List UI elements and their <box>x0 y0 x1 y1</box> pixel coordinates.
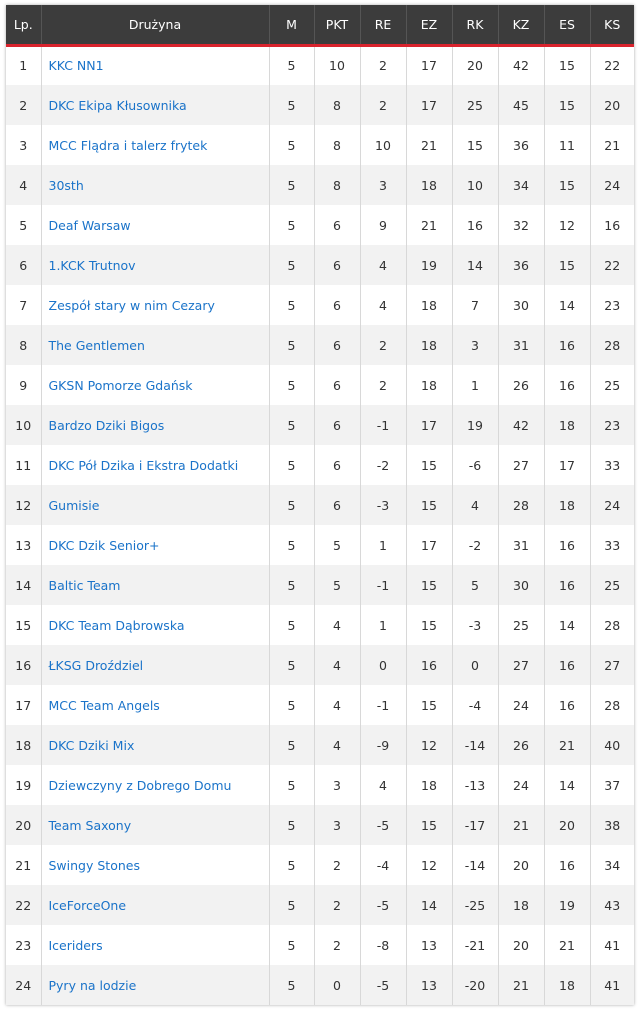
ks-cell: 38 <box>590 805 634 845</box>
points-cell: 6 <box>314 245 360 285</box>
rk-cell: -6 <box>452 445 498 485</box>
rk-cell: -2 <box>452 525 498 565</box>
kz-cell: 30 <box>498 285 544 325</box>
kz-cell: 42 <box>498 45 544 85</box>
es-cell: 11 <box>544 125 590 165</box>
team-link[interactable]: Baltic Team <box>41 565 269 605</box>
kz-cell: 21 <box>498 965 544 1005</box>
matches-cell: 5 <box>269 965 314 1005</box>
matches-cell: 5 <box>269 85 314 125</box>
ks-cell: 28 <box>590 605 634 645</box>
kz-cell: 28 <box>498 485 544 525</box>
es-cell: 14 <box>544 605 590 645</box>
header-ez: EZ <box>406 5 452 45</box>
kz-cell: 31 <box>498 325 544 365</box>
position-cell: 10 <box>6 405 41 445</box>
ez-cell: 15 <box>406 685 452 725</box>
points-cell: 6 <box>314 365 360 405</box>
points-cell: 6 <box>314 445 360 485</box>
re-cell: 4 <box>360 765 406 805</box>
ks-cell: 23 <box>590 285 634 325</box>
points-cell: 2 <box>314 925 360 965</box>
header-es: ES <box>544 5 590 45</box>
kz-cell: 26 <box>498 365 544 405</box>
ez-cell: 15 <box>406 485 452 525</box>
ks-cell: 20 <box>590 85 634 125</box>
points-cell: 4 <box>314 645 360 685</box>
header-row <box>6 5 634 45</box>
ks-cell: 37 <box>590 765 634 805</box>
matches-cell: 5 <box>269 445 314 485</box>
position-cell: 3 <box>6 125 41 165</box>
ez-cell: 15 <box>406 805 452 845</box>
rk-cell: -13 <box>452 765 498 805</box>
table-row <box>6 725 634 765</box>
rk-cell: 4 <box>452 485 498 525</box>
points-cell: 5 <box>314 525 360 565</box>
matches-cell: 5 <box>269 245 314 285</box>
rk-cell: -3 <box>452 605 498 645</box>
matches-cell: 5 <box>269 325 314 365</box>
points-cell: 6 <box>314 405 360 445</box>
points-cell: 3 <box>314 805 360 845</box>
header-position: Lp. <box>6 5 41 45</box>
position-cell: 14 <box>6 565 41 605</box>
points-cell: 4 <box>314 725 360 765</box>
position-cell: 13 <box>6 525 41 565</box>
header-rk: RK <box>452 5 498 45</box>
re-cell: 4 <box>360 285 406 325</box>
re-cell: 1 <box>360 605 406 645</box>
matches-cell: 5 <box>269 845 314 885</box>
ks-cell: 24 <box>590 485 634 525</box>
kz-cell: 31 <box>498 525 544 565</box>
table-row <box>6 405 634 445</box>
header-ks: KS <box>590 5 634 45</box>
position-cell: 4 <box>6 165 41 205</box>
header-team: Drużyna <box>41 5 269 45</box>
es-cell: 16 <box>544 525 590 565</box>
rk-cell: 0 <box>452 645 498 685</box>
re-cell: -1 <box>360 565 406 605</box>
rk-cell: -4 <box>452 685 498 725</box>
ks-cell: 22 <box>590 245 634 285</box>
matches-cell: 5 <box>269 765 314 805</box>
kz-cell: 26 <box>498 725 544 765</box>
table-row <box>6 805 634 845</box>
team-link[interactable]: Bardzo Dziki Bigos <box>41 405 269 445</box>
re-cell: 0 <box>360 645 406 685</box>
table-row <box>6 925 634 965</box>
ks-cell: 28 <box>590 325 634 365</box>
points-cell: 6 <box>314 325 360 365</box>
es-cell: 16 <box>544 365 590 405</box>
team-link[interactable]: Pyry na lodzie <box>41 965 269 1005</box>
ez-cell: 18 <box>406 285 452 325</box>
rk-cell: 20 <box>452 45 498 85</box>
points-cell: 3 <box>314 765 360 805</box>
table-row <box>6 125 634 165</box>
position-cell: 1 <box>6 45 41 85</box>
es-cell: 15 <box>544 245 590 285</box>
ez-cell: 21 <box>406 205 452 245</box>
team-link[interactable]: IceForceOne <box>41 885 269 925</box>
position-cell: 17 <box>6 685 41 725</box>
rk-cell: -14 <box>452 845 498 885</box>
kz-cell: 32 <box>498 205 544 245</box>
ks-cell: 34 <box>590 845 634 885</box>
ks-cell: 22 <box>590 45 634 85</box>
re-cell: 10 <box>360 125 406 165</box>
re-cell: 9 <box>360 205 406 245</box>
table-row <box>6 205 634 245</box>
points-cell: 5 <box>314 565 360 605</box>
points-cell: 8 <box>314 85 360 125</box>
team-link[interactable]: Swingy Stones <box>41 845 269 885</box>
re-cell: -5 <box>360 805 406 845</box>
es-cell: 17 <box>544 445 590 485</box>
position-cell: 18 <box>6 725 41 765</box>
team-link[interactable]: KKC NN1 <box>41 45 269 85</box>
ks-cell: 16 <box>590 205 634 245</box>
es-cell: 16 <box>544 845 590 885</box>
es-cell: 21 <box>544 925 590 965</box>
ez-cell: 12 <box>406 725 452 765</box>
ez-cell: 15 <box>406 565 452 605</box>
rk-cell: 16 <box>452 205 498 245</box>
matches-cell: 5 <box>269 565 314 605</box>
ez-cell: 18 <box>406 765 452 805</box>
points-cell: 8 <box>314 125 360 165</box>
rk-cell: 3 <box>452 325 498 365</box>
matches-cell: 5 <box>269 525 314 565</box>
team-link[interactable]: ŁKSG Droździel <box>41 645 269 685</box>
matches-cell: 5 <box>269 205 314 245</box>
position-cell: 24 <box>6 965 41 1005</box>
matches-cell: 5 <box>269 125 314 165</box>
re-cell: 2 <box>360 85 406 125</box>
position-cell: 22 <box>6 885 41 925</box>
es-cell: 16 <box>544 685 590 725</box>
points-cell: 6 <box>314 285 360 325</box>
es-cell: 12 <box>544 205 590 245</box>
team-link[interactable]: DKC Dzik Senior+ <box>41 525 269 565</box>
re-cell: -8 <box>360 925 406 965</box>
team-link[interactable]: 30sth <box>41 165 269 205</box>
header-matches: M <box>269 5 314 45</box>
re-cell: -1 <box>360 405 406 445</box>
ks-cell: 33 <box>590 525 634 565</box>
es-cell: 14 <box>544 765 590 805</box>
rk-cell: -20 <box>452 965 498 1005</box>
es-cell: 15 <box>544 85 590 125</box>
team-link[interactable]: MCC Flądra i talerz frytek <box>41 125 269 165</box>
header-re: RE <box>360 5 406 45</box>
team-link[interactable]: Zespół stary w nim Cezary <box>41 285 269 325</box>
points-cell: 6 <box>314 485 360 525</box>
team-link[interactable]: DKC Dziki Mix <box>41 725 269 765</box>
position-cell: 6 <box>6 245 41 285</box>
ez-cell: 13 <box>406 925 452 965</box>
rk-cell: -17 <box>452 805 498 845</box>
re-cell: -1 <box>360 685 406 725</box>
table-row <box>6 485 634 525</box>
re-cell: 2 <box>360 365 406 405</box>
ez-cell: 21 <box>406 125 452 165</box>
matches-cell: 5 <box>269 365 314 405</box>
matches-cell: 5 <box>269 885 314 925</box>
es-cell: 16 <box>544 645 590 685</box>
position-cell: 9 <box>6 365 41 405</box>
ez-cell: 15 <box>406 605 452 645</box>
re-cell: 2 <box>360 45 406 85</box>
kz-cell: 34 <box>498 165 544 205</box>
rk-cell: -21 <box>452 925 498 965</box>
ez-cell: 18 <box>406 165 452 205</box>
re-cell: -3 <box>360 485 406 525</box>
ks-cell: 23 <box>590 405 634 445</box>
es-cell: 15 <box>544 165 590 205</box>
table-row <box>6 525 634 565</box>
es-cell: 20 <box>544 805 590 845</box>
table-row <box>6 885 634 925</box>
ez-cell: 19 <box>406 245 452 285</box>
table-row <box>6 965 634 1005</box>
table-row <box>6 45 634 85</box>
kz-cell: 24 <box>498 685 544 725</box>
ks-cell: 40 <box>590 725 634 765</box>
ks-cell: 28 <box>590 685 634 725</box>
team-link[interactable]: Team Saxony <box>41 805 269 845</box>
re-cell: 1 <box>360 525 406 565</box>
table-row <box>6 605 634 645</box>
kz-cell: 25 <box>498 605 544 645</box>
points-cell: 2 <box>314 845 360 885</box>
table-row <box>6 245 634 285</box>
ez-cell: 14 <box>406 885 452 925</box>
re-cell: -5 <box>360 965 406 1005</box>
matches-cell: 5 <box>269 925 314 965</box>
points-cell: 0 <box>314 965 360 1005</box>
position-cell: 2 <box>6 85 41 125</box>
es-cell: 18 <box>544 485 590 525</box>
table-row <box>6 845 634 885</box>
kz-cell: 30 <box>498 565 544 605</box>
re-cell: -2 <box>360 445 406 485</box>
rk-cell: -14 <box>452 725 498 765</box>
team-link[interactable]: 1.KCK Trutnov <box>41 245 269 285</box>
matches-cell: 5 <box>269 605 314 645</box>
matches-cell: 5 <box>269 805 314 845</box>
team-link[interactable]: GKSN Pomorze Gdańsk <box>41 365 269 405</box>
rk-cell: 5 <box>452 565 498 605</box>
ks-cell: 21 <box>590 125 634 165</box>
team-link[interactable]: The Gentlemen <box>41 325 269 365</box>
kz-cell: 18 <box>498 885 544 925</box>
standings-table <box>6 5 634 1005</box>
table-row <box>6 765 634 805</box>
team-link[interactable]: Deaf Warsaw <box>41 205 269 245</box>
re-cell: 2 <box>360 325 406 365</box>
table-header <box>6 5 634 45</box>
es-cell: 19 <box>544 885 590 925</box>
ez-cell: 16 <box>406 645 452 685</box>
matches-cell: 5 <box>269 285 314 325</box>
matches-cell: 5 <box>269 165 314 205</box>
points-cell: 10 <box>314 45 360 85</box>
position-cell: 23 <box>6 925 41 965</box>
table-row <box>6 645 634 685</box>
kz-cell: 42 <box>498 405 544 445</box>
ks-cell: 41 <box>590 925 634 965</box>
rk-cell: 25 <box>452 85 498 125</box>
position-cell: 21 <box>6 845 41 885</box>
table-body <box>6 45 634 1005</box>
ks-cell: 33 <box>590 445 634 485</box>
kz-cell: 27 <box>498 645 544 685</box>
matches-cell: 5 <box>269 45 314 85</box>
rk-cell: 19 <box>452 405 498 445</box>
table-row <box>6 365 634 405</box>
position-cell: 20 <box>6 805 41 845</box>
table-row <box>6 325 634 365</box>
rk-cell: 1 <box>452 365 498 405</box>
matches-cell: 5 <box>269 725 314 765</box>
re-cell: 3 <box>360 165 406 205</box>
es-cell: 18 <box>544 405 590 445</box>
header-kz: KZ <box>498 5 544 45</box>
rk-cell: 7 <box>452 285 498 325</box>
team-link[interactable]: DKC Pół Dzika i Ekstra Dodatki <box>41 445 269 485</box>
table-row <box>6 565 634 605</box>
ks-cell: 25 <box>590 365 634 405</box>
rk-cell: 14 <box>452 245 498 285</box>
points-cell: 4 <box>314 605 360 645</box>
position-cell: 12 <box>6 485 41 525</box>
position-cell: 19 <box>6 765 41 805</box>
rk-cell: 15 <box>452 125 498 165</box>
points-cell: 6 <box>314 205 360 245</box>
es-cell: 16 <box>544 565 590 605</box>
ks-cell: 27 <box>590 645 634 685</box>
table-row <box>6 285 634 325</box>
es-cell: 21 <box>544 725 590 765</box>
matches-cell: 5 <box>269 685 314 725</box>
position-cell: 16 <box>6 645 41 685</box>
re-cell: -9 <box>360 725 406 765</box>
position-cell: 15 <box>6 605 41 645</box>
re-cell: -5 <box>360 885 406 925</box>
team-link[interactable]: DKC Team Dąbrowska <box>41 605 269 645</box>
rk-cell: 10 <box>452 165 498 205</box>
ks-cell: 41 <box>590 965 634 1005</box>
ez-cell: 17 <box>406 525 452 565</box>
kz-cell: 24 <box>498 765 544 805</box>
es-cell: 15 <box>544 45 590 85</box>
position-cell: 5 <box>6 205 41 245</box>
es-cell: 16 <box>544 325 590 365</box>
team-link[interactable]: Gumisie <box>41 485 269 525</box>
rk-cell: -25 <box>452 885 498 925</box>
points-cell: 8 <box>314 165 360 205</box>
points-cell: 2 <box>314 885 360 925</box>
re-cell: -4 <box>360 845 406 885</box>
ez-cell: 12 <box>406 845 452 885</box>
ez-cell: 18 <box>406 325 452 365</box>
ez-cell: 15 <box>406 445 452 485</box>
position-cell: 7 <box>6 285 41 325</box>
points-cell: 4 <box>314 685 360 725</box>
ez-cell: 13 <box>406 965 452 1005</box>
re-cell: 4 <box>360 245 406 285</box>
es-cell: 18 <box>544 965 590 1005</box>
matches-cell: 5 <box>269 645 314 685</box>
team-link[interactable]: Iceriders <box>41 925 269 965</box>
kz-cell: 27 <box>498 445 544 485</box>
ez-cell: 17 <box>406 85 452 125</box>
kz-cell: 20 <box>498 925 544 965</box>
ks-cell: 43 <box>590 885 634 925</box>
kz-cell: 21 <box>498 805 544 845</box>
ks-cell: 24 <box>590 165 634 205</box>
position-cell: 8 <box>6 325 41 365</box>
position-cell: 11 <box>6 445 41 485</box>
table-row <box>6 165 634 205</box>
kz-cell: 36 <box>498 245 544 285</box>
matches-cell: 5 <box>269 405 314 445</box>
team-link[interactable]: MCC Team Angels <box>41 685 269 725</box>
ks-cell: 25 <box>590 565 634 605</box>
es-cell: 14 <box>544 285 590 325</box>
kz-cell: 36 <box>498 125 544 165</box>
standings-table-container <box>6 5 634 1005</box>
table-row <box>6 85 634 125</box>
ez-cell: 17 <box>406 45 452 85</box>
team-link[interactable]: Dziewczyny z Dobrego Domu <box>41 765 269 805</box>
ez-cell: 18 <box>406 365 452 405</box>
kz-cell: 45 <box>498 85 544 125</box>
table-row <box>6 445 634 485</box>
kz-cell: 20 <box>498 845 544 885</box>
table-row <box>6 685 634 725</box>
team-link[interactable]: DKC Ekipa Kłusownika <box>41 85 269 125</box>
header-points: PKT <box>314 5 360 45</box>
ez-cell: 17 <box>406 405 452 445</box>
matches-cell: 5 <box>269 485 314 525</box>
